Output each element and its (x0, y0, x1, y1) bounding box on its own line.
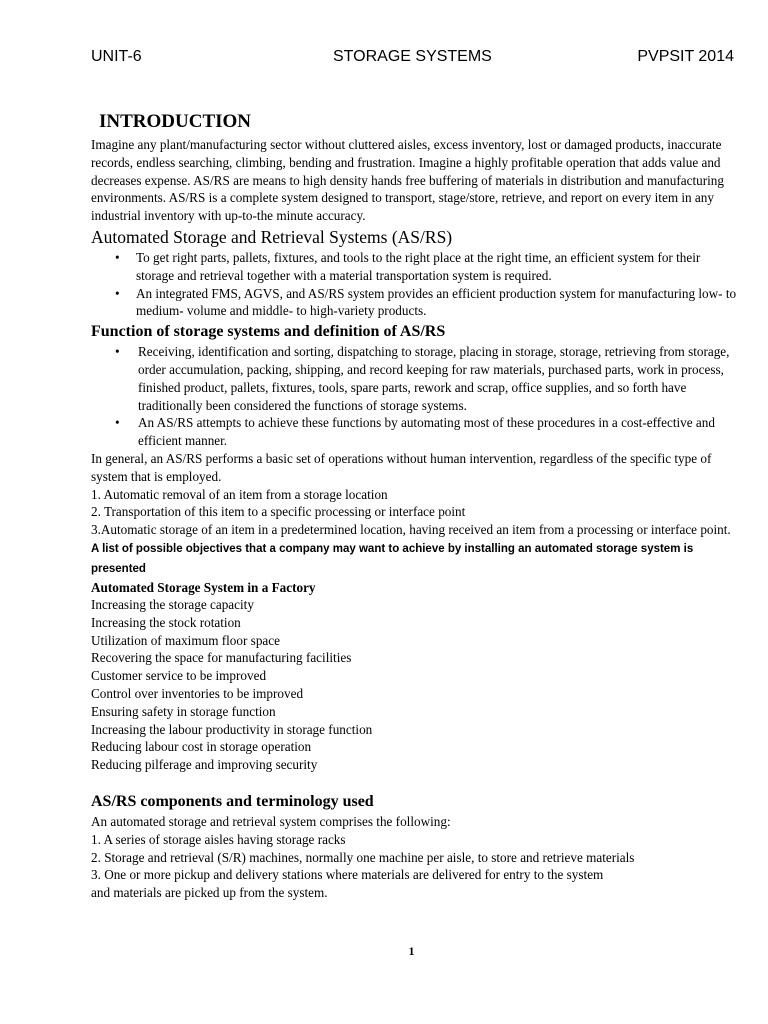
introduction-heading: INTRODUCTION (99, 111, 252, 132)
components-list (91, 831, 741, 902)
asrs-heading: Automated Storage and Retrieval Systems (AS/RS) (91, 226, 453, 247)
bullet-icon: • (115, 344, 120, 360)
list-item: Reducing pilferage and improving security (91, 757, 318, 773)
bullet-text: To get right parts, pallets, fixtures, and tools to the right place at the right time, an efficient system for their storage and retrieval together with a material transportation system is required. (136, 249, 701, 283)
section-spacer (91, 774, 741, 790)
components-intro: An automated storage and retrieval system comprises the following: (91, 814, 451, 829)
list-item: and materials are picked up from the system. (91, 885, 328, 901)
header-institution: PVPSIT 2014 (637, 48, 734, 65)
list-item (91, 285, 741, 321)
list-item: Recovering the space for manufacturing facilities (91, 650, 352, 666)
list-item (91, 343, 741, 414)
general-paragraph: In general, an AS/RS performs a basic set of operations without human intervention, regardless of the specific type of system that is employed. (91, 450, 712, 484)
header-title: STORAGE SYSTEMS (333, 48, 492, 65)
bullet-icon: • (115, 285, 120, 301)
function-bullet-list (91, 343, 741, 450)
list-item: 2. Storage and retrieval (S/R) machines, normally one machine per aisle, to store and retrieve materials (91, 849, 635, 865)
document-body (91, 110, 741, 902)
components-heading: AS/RS components and terminology used (91, 793, 374, 810)
list-item (91, 249, 741, 285)
operation-3-paragraph (91, 521, 741, 578)
operation-3-text: 3.Automatic storage of an item in a predetermined location, having received an item from a processing or interface point. (91, 522, 731, 538)
list-item: Utilization of maximum floor space (91, 632, 280, 648)
page-number: 1 (408, 944, 415, 958)
bullet-text: An AS/RS attempts to achieve these functions by automating most of these procedures in a cost-effective and efficient manner. (138, 415, 715, 449)
list-item: Ensuring safety in storage function (91, 703, 276, 719)
bullet-icon: • (115, 415, 120, 431)
factory-heading: Automated Storage System in a Factory (91, 579, 316, 595)
introduction-paragraph: Imagine any plant/manufacturing sector without cluttered aisles, excess inventory, lost or damaged products, inaccurate records, endless searching, climbing, bending and frustration. Imagine a highly profitable operation that adds value and decreases expense. AS/RS are means to high density hands free buffering of materials in distribution and manufacturing environments. AS/RS is a complete system designed to transport, stage/store, retrieve, and report on every item in any industrial inventory with up-to-the minute accuracy. (91, 137, 724, 224)
list-item: 1. A series of storage aisles having storage racks (91, 831, 346, 847)
bullet-icon: • (115, 249, 120, 265)
bullet-text: An integrated FMS, AGVS, and AS/RS system provides an efficient production system for manufacturing low- to medium- volume and middle- to high-variety products. (136, 285, 737, 319)
list-item (91, 414, 741, 450)
list-item: 2. Transportation of this item to a specific processing or interface point (91, 504, 466, 520)
list-item: Customer service to be improved (91, 668, 267, 684)
list-item: Increasing the storage capacity (91, 597, 254, 613)
operations-list (91, 486, 741, 522)
list-item: Increasing the stock rotation (91, 614, 241, 630)
bullet-text: Receiving, identification and sorting, dispatching to storage, placing in storage, storage, retrieving from storage, order accumulation, packing, shipping, and record keeping for raw materials, purchased parts, work in process, finished product, pallets, fixtures, tools, spare parts, rework and scrap, office supplies, and so forth have traditionally been considered the functions of storage systems. (138, 344, 730, 413)
page-header (91, 48, 734, 72)
list-item: Increasing the labour productivity in storage function (91, 721, 373, 737)
objectives-note: A list of possible objectives that a company may want to achieve by installing an automated storage system is presented (91, 542, 694, 575)
header-unit: UNIT-6 (91, 48, 142, 65)
list-item: 1. Automatic removal of an item from a storage location (91, 486, 388, 502)
list-item: Control over inventories to be improved (91, 686, 304, 702)
list-item: 3. One or more pickup and delivery stations where materials are delivered for entry to the system (91, 867, 604, 883)
asrs-bullet-list (91, 249, 741, 320)
factory-objectives-list (91, 596, 741, 774)
function-heading: Function of storage systems and definition of AS/RS (91, 323, 446, 341)
list-item: Reducing labour cost in storage operation (91, 739, 312, 755)
